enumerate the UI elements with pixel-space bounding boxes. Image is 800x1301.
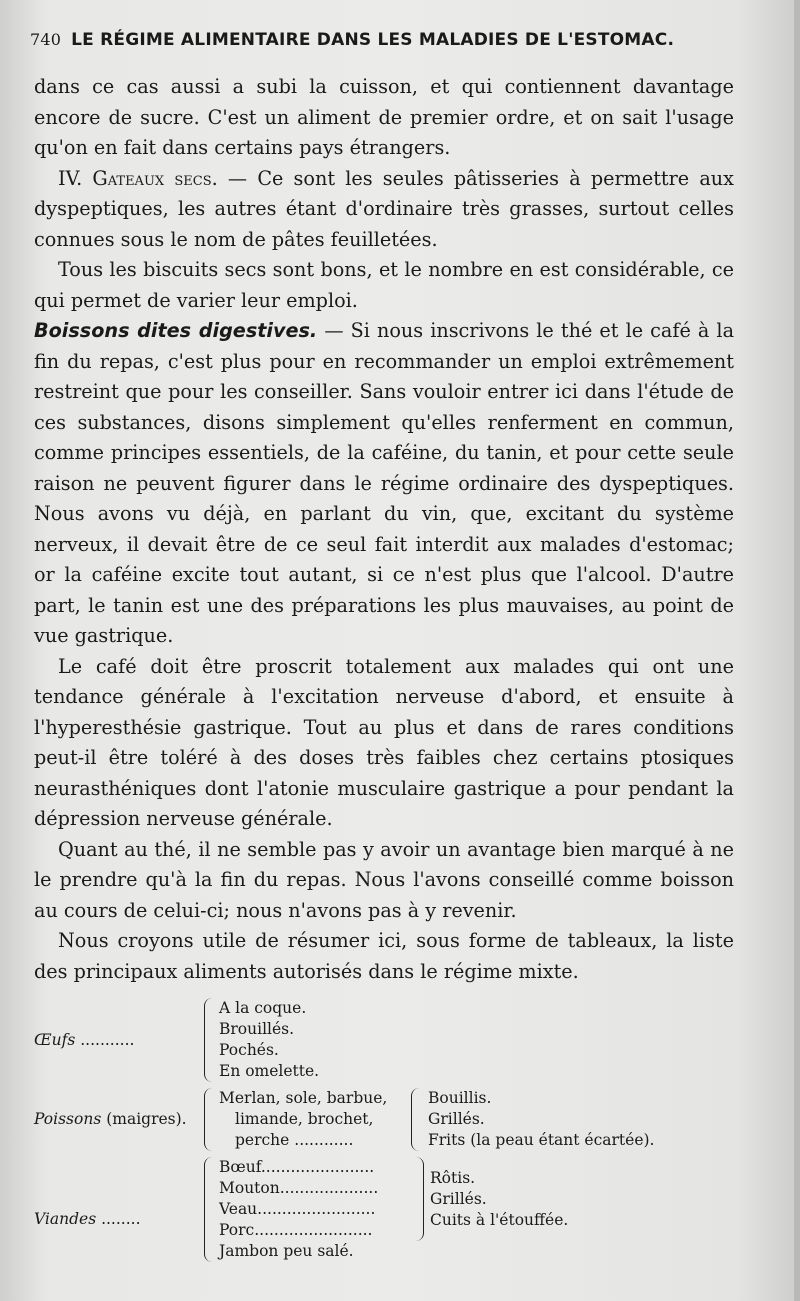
viandes-block (219, 1157, 568, 1262)
food-tables (34, 998, 734, 1268)
label-poissons (34, 1109, 202, 1130)
page-edge (794, 0, 800, 1301)
paragraph-cafe: Le café doit être proscrit totalement aux malades qui ont une tendance générale à l'excitation nerveuse d'abord, et ensuite à l'hyperesthésie gastrique. Tout au plus et dans de rares conditions peut-il être toléré à des doses très faibles chez certains ptosiques neurasthéniques dont l'atonie musculaire gastrique a pour pendant la dépression nerveuse générale. (34, 654, 734, 830)
list-item: perche ............ (235, 1131, 354, 1149)
list-item: Rôtis. (430, 1168, 476, 1187)
paragraph-4-text: — Si nous inscrivons le thé et le café à la fin du repas, c'est plus pour en recommander un emploi extrêmement restreint que pour les conseiller. Sans vouloir entrer ici dans l'étude de ces substances, disons simplement qu'elles renferment en commun, comme principes essentiels, de la caféine, du tanin, et pour cette seule raison ne peuvent figurer dans le régime ordinaire des dyspeptiques. Nous avons vu déjà, en parlant du vin, que, excitant du système nerveux, il devait être de ce seul fait interdit aux malades d'estomac; or la caféine excite tout autant, si ce n'est plus que l'alcool. D'autre part, le tanin est une des préparations les plus mauvaises, au point de vue gastrique. (34, 319, 735, 647)
list-item: Cuits à l'étouffée. (430, 1210, 569, 1229)
list-item: Grillés. (430, 1189, 487, 1208)
brace-icon (204, 998, 215, 1082)
label-oeufs-dots: ........... (75, 1030, 135, 1049)
viandes-preparations (430, 1168, 568, 1231)
brace-icon (411, 1088, 422, 1151)
list-item: Brouillés. (219, 1020, 295, 1038)
paragraph-tableaux: Nous croyons utile de résumer ici, sous forme de tableaux, la liste des principaux aliments autorisés dans le régime mixte. (34, 929, 734, 983)
paragraph-1: dans ce cas aussi a subi la cuisson, et qui contiennent davantage encore de sucre. C'est un aliment de premier ordre, et on sait l'usage qu'on en fait dans certains pays étrangers. (34, 75, 734, 159)
list-item: Grillés. (428, 1110, 485, 1128)
table-oeufs (34, 998, 734, 1082)
label-oeufs-text: Œufs (34, 1030, 76, 1049)
brace-icon (204, 1157, 215, 1262)
section-heading-boissons: Boissons dites digestives. (34, 319, 318, 342)
page-number: 740 (30, 30, 62, 49)
list-item: Merlan, sole, barbue, (219, 1089, 388, 1107)
oeufs-items (219, 998, 319, 1082)
list-item: Bœuf....................... (219, 1158, 375, 1176)
running-title: LE RÉGIME ALIMENTAIRE DANS LES MALADIES DE L'ESTOMAC. (71, 30, 675, 50)
section-number: IV. (58, 166, 93, 190)
table-viandes (34, 1157, 734, 1262)
running-header (30, 30, 730, 50)
list-item-jambon: Jambon peu salé. (219, 1242, 354, 1260)
paragraph-biscuits: Tous les biscuits secs sont bons, et le nombre en est considérable, ce qui permet de varier leur emploi. (34, 258, 734, 312)
poissons-items (219, 1088, 409, 1151)
label-oeufs (34, 1030, 202, 1051)
list-item: Veau........................ (219, 1200, 376, 1218)
poissons-preparations (428, 1088, 654, 1151)
list-item: Frits (la peau étant écartée). (428, 1131, 655, 1149)
list-item: En omelette. (219, 1062, 320, 1080)
section-heading-gateaux: Gateaux secs. (92, 166, 218, 190)
body-text (34, 72, 734, 987)
paragraph-gateaux-secs (34, 164, 734, 256)
label-viandes-text: Viandes (34, 1210, 97, 1228)
paragraph-the: Quant au thé, il ne semble pas y avoir un avantage bien marqué à ne le prendre qu'à la fin du repas. Nous l'avons conseillé comme boisson au cours de celui-ci; nous n'avons pas à y revenir. (34, 837, 734, 922)
viandes-items (219, 1157, 409, 1241)
table-poissons (34, 1088, 734, 1151)
label-poissons-text: Poissons (34, 1110, 102, 1128)
paragraph-boissons (34, 316, 734, 652)
list-item: limande, brochet, (235, 1110, 374, 1128)
list-item: Mouton.................... (219, 1179, 379, 1197)
label-viandes (34, 1157, 202, 1230)
list-item: Pochés. (219, 1041, 279, 1059)
list-item: Bouillis. (428, 1089, 492, 1107)
paragraph-2-text: — Ce sont les seules pâtisseries à permettre aux dyspeptiques, les autres étant d'ordinaire très grasses, surtout celles connues sous le nom de pâtes feuilletées. (34, 166, 734, 251)
list-item: A la coque. (219, 999, 307, 1017)
label-viandes-dots: ........ (96, 1210, 141, 1228)
brace-icon (413, 1157, 424, 1241)
list-item: Porc........................ (219, 1221, 373, 1239)
label-poissons-suffix: (maigres). (101, 1110, 187, 1128)
brace-icon (204, 1088, 215, 1151)
